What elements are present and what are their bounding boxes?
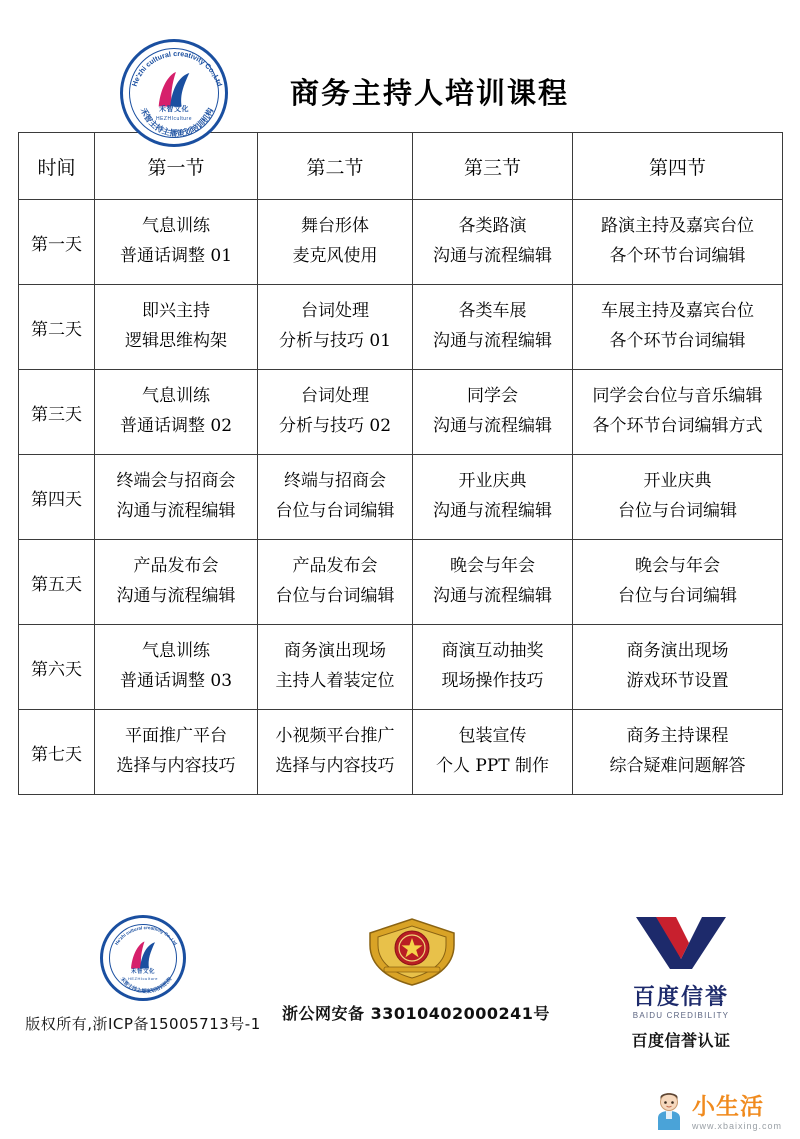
table-cell [573,370,783,455]
cell-line: 台位与台词编辑 [618,586,737,606]
table-cell [413,455,573,540]
cell-line: 沟通与流程编辑 [433,416,552,436]
table-cell [573,710,783,795]
table-cell [413,370,573,455]
cell-line: 气息训练 [142,216,210,237]
row-time: 第七天 [19,710,95,795]
cell-line: 沟通与流程编辑 [433,586,552,606]
table-cell [258,285,413,370]
cell-line: 即兴主持 [142,301,210,322]
document-header [0,0,800,139]
cell-line: 商务主持课程 [626,726,729,747]
cell-line: 沟通与流程编辑 [433,331,552,351]
column-header-time: 时间 [19,133,95,200]
cell-line: 沟通与流程编辑 [116,501,236,521]
cell-line: 游戏环节设置 [626,671,729,691]
cell-line: 普通话调整 03 [119,671,233,691]
cell-line: 晚会与年会 [450,556,535,577]
cell-line: 开业庆典 [458,471,527,492]
police-record-badge[interactable] [282,915,550,1024]
cell-line: 普通话调整 01 [119,246,233,266]
cell-line: 个人 PPT 制作 [435,756,550,776]
cell-line: 普通话调整 02 [119,416,233,436]
table-cell [258,625,413,710]
table-cell [95,540,258,625]
table-cell [413,625,573,710]
hezhi-culture-seal-icon [120,39,228,147]
table-cell [258,200,413,285]
schedule-table-body [19,200,783,795]
row-time: 第二天 [19,285,95,370]
cell-line: 气息训练 [142,386,210,407]
table-cell [95,710,258,795]
row-time: 第四天 [19,455,95,540]
cell-line: 终端与招商会 [284,471,386,492]
watermark-text [692,1096,782,1131]
cell-line: 各类车展 [458,301,527,322]
table-cell [95,625,258,710]
hezhi-culture-seal-icon [100,915,186,1001]
xbaixing-watermark [652,1091,782,1131]
cell-line: 台词处理 [301,301,369,322]
cell-line: 商务演出现场 [284,641,386,662]
cell-line: 平面推广平台 [125,726,227,747]
table-cell [573,455,783,540]
baidu-mark-en: BAIDU CREDIBILITY [632,1011,730,1020]
police-emblem-icon [364,915,460,987]
cell-line: 各个环节台词编辑 [609,331,746,351]
table-cell [413,710,573,795]
cell-line: 选择与内容技巧 [275,756,395,776]
column-header-period-4: 第四节 [573,133,783,200]
cell-line: 同学会台位与音乐编辑 [592,386,763,407]
table-cell [573,200,783,285]
row-time: 第一天 [19,200,95,285]
cell-line: 主持人着装定位 [275,671,395,691]
cell-line: 产品发布会 [133,556,219,577]
table-cell [573,285,783,370]
table-cell [258,540,413,625]
table-cell [95,455,258,540]
cell-line: 晚会与年会 [635,556,720,577]
table-cell [95,285,258,370]
cell-line: 气息训练 [142,641,210,662]
cell-line: 各类路演 [458,216,527,237]
cell-line: 沟通与流程编辑 [433,501,552,521]
document-footer [0,905,800,1075]
cell-line: 现场操作技巧 [441,671,544,691]
cell-line: 包装宣传 [458,726,527,747]
copyright-badge [8,915,278,1034]
table-cell [95,370,258,455]
seal-brand-en: HEZHIculture [155,116,192,122]
cell-line: 同学会 [467,386,518,407]
baidu-v-mark-icon [606,913,756,1020]
svg-text:He'zhi cultural creativity Co.: He'zhi cultural creativity Co.,Ltd [113,925,179,946]
police-record-text: 浙公网安备 33010402000241号 [282,1004,550,1023]
cell-line: 车展主持及嘉宾台位 [601,301,754,322]
cell-line: 小视频平台推广 [275,726,395,747]
watermark-title: 小生活 [691,1094,764,1120]
table-row [19,200,783,285]
table-cell [258,710,413,795]
cell-line: 选择与内容技巧 [116,756,236,776]
row-time: 第六天 [19,625,95,710]
table-row [19,625,783,710]
column-header-period-1: 第一节 [95,133,258,200]
table-row [19,710,783,795]
seal-brand-cn: 禾智文化 [130,969,155,975]
mascot-icon [652,1091,686,1131]
seal-brand-en: HEZHIculture [127,976,158,981]
cell-line: 逻辑思维构架 [125,331,227,351]
table-cell [95,200,258,285]
table-cell [413,540,573,625]
schedule-table-wrap [18,132,782,795]
svg-text:禾智主持主播策划培训机构: 禾智主持主播策划培训机构 [138,106,216,139]
cell-line: 台位与台词编辑 [275,586,395,606]
schedule-table [18,132,783,795]
cell-line: 商演互动抽奖 [441,641,544,662]
copyright-text: 版权所有,浙ICP备15005713号-1 [25,1015,261,1033]
cell-line: 路演主持及嘉宾台位 [601,216,754,237]
cell-line: 各个环节台词编辑 [609,246,746,266]
watermark-url: www.xbaixing.com [691,1121,782,1131]
column-header-period-2: 第二节 [258,133,413,200]
table-row [19,455,783,540]
cell-line: 分析与技巧 02 [278,416,392,436]
table-cell [258,455,413,540]
row-time: 第三天 [19,370,95,455]
cell-line: 台位与台词编辑 [275,501,395,521]
cell-line: 综合疑难问题解答 [609,756,746,776]
cell-line: 舞台形体 [301,216,369,237]
svg-text:禾智主持主播策划培训机构: 禾智主持主播策划培训机构 [118,976,174,995]
baidu-credibility-badge[interactable] [576,913,786,1051]
cell-line: 商务演出现场 [626,641,729,662]
column-header-period-3: 第三节 [413,133,573,200]
cell-line: 分析与技巧 01 [278,331,392,351]
header-logo [120,39,230,149]
table-row [19,540,783,625]
table-cell [413,200,573,285]
cell-line: 沟通与流程编辑 [433,246,552,266]
cell-line: 沟通与流程编辑 [116,586,236,606]
row-time: 第五天 [19,540,95,625]
table-cell [573,625,783,710]
cell-line: 台词处理 [301,386,369,407]
baidu-credibility-text: 百度信誉认证 [631,1031,731,1050]
cell-line: 终端会与招商会 [116,471,236,492]
cell-line: 各个环节台词编辑方式 [592,416,763,436]
table-row [19,285,783,370]
cell-line: 麦克风使用 [292,246,378,266]
cell-line: 开业庆典 [643,471,712,492]
seal-brand-cn: 禾智文化 [159,106,189,113]
table-cell [573,540,783,625]
table-row [19,370,783,455]
page-title: 商务主持人培训课程 [290,75,570,110]
table-cell [258,370,413,455]
baidu-mark-cn: 百度信誉 [632,985,729,1010]
cell-line: 台位与台词编辑 [618,501,737,521]
svg-text:He'zhi cultural creativity Co.: He'zhi cultural creativity Co.,Ltd [129,48,225,88]
cell-line: 产品发布会 [292,556,378,577]
table-cell [413,285,573,370]
